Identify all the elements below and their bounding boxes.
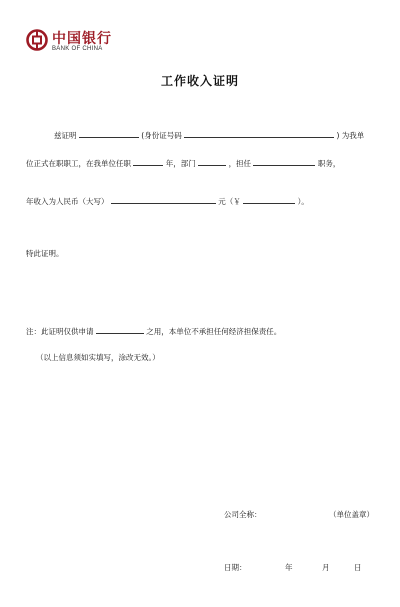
line1-text-c: ) 为我单 (336, 131, 365, 140)
disclaimer-note (26, 325, 281, 337)
department-blank (198, 157, 226, 166)
fill-instruction-note: （以上信息须如实填写，涂改无效。） (36, 353, 160, 362)
date-label: 日期： (224, 563, 247, 572)
position-blank (253, 157, 315, 166)
day-label: 日 (354, 563, 362, 572)
purpose-blank (96, 325, 144, 334)
line3-text-c: ）。 (297, 197, 309, 206)
line1-text-b: (身份证号码 (141, 131, 182, 140)
line3-text-a: 年收入为人民币（大写） (26, 197, 109, 206)
seal-label: （单位盖章） (329, 510, 374, 519)
income-words-blank (111, 195, 216, 204)
certificate-line-1 (54, 129, 364, 141)
bank-of-china-emblem-icon (26, 29, 48, 51)
note-text-a: 注：此证明仅供申请 (26, 327, 94, 336)
name-blank (79, 129, 139, 138)
line1-text-a: 兹证明 (54, 131, 77, 140)
bank-name-cn: 中国银行 (52, 31, 112, 47)
income-number-blank (243, 195, 295, 204)
company-name-label: 公司全称： (224, 510, 262, 519)
id-number-blank (184, 129, 334, 138)
bank-name-en: BANK OF CHINA (52, 46, 103, 52)
line2-text-b: 年，部门 (165, 159, 196, 168)
certificate-line-4: 特此证明。 (26, 249, 64, 258)
line2-text-d: 职务， (317, 159, 341, 168)
certificate-line-3 (26, 195, 309, 207)
bank-logo (26, 27, 116, 57)
years-blank (133, 157, 163, 166)
month-label: 月 (322, 563, 330, 572)
year-label: 年 (285, 563, 293, 572)
line3-text-b: 元（￥ (218, 197, 241, 206)
note-text-b: 之用，本单位不承担任何经济担保责任。 (146, 327, 282, 336)
line2-text-a: 位正式在职职工，在我单位任职 (26, 159, 131, 168)
certificate-line-2 (26, 157, 340, 169)
document-title: 工作收入证明 (160, 74, 239, 88)
line2-text-c: ，担任 (228, 159, 252, 168)
